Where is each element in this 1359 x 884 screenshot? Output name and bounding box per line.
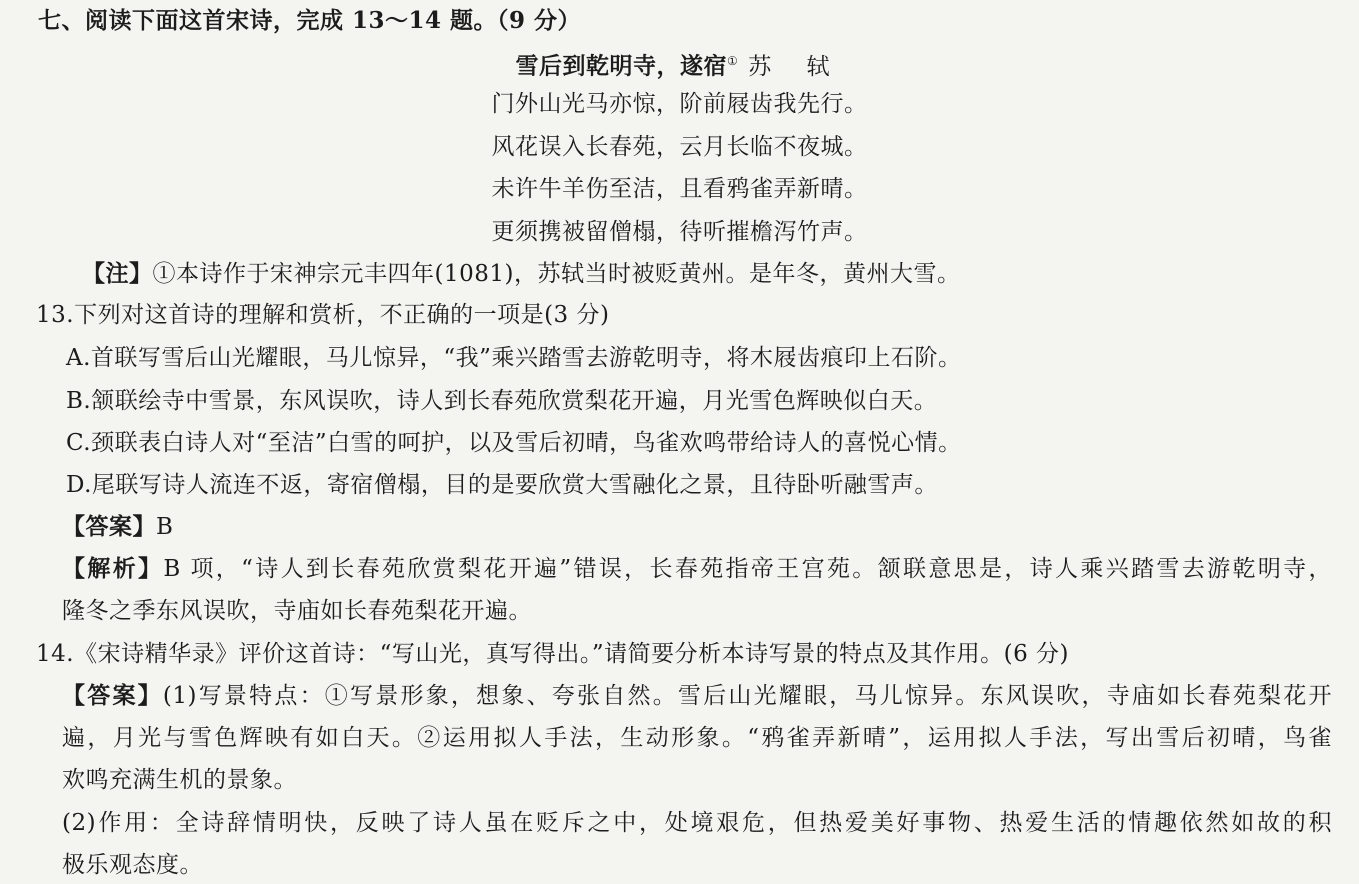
q14-answer-label: 【答案】 [62,682,163,709]
q13-answer [62,512,173,542]
footnote-mark: ① [726,54,739,68]
q14-answer [62,681,1332,711]
q13-option-c: C.颈联表白诗人对“至洁”白雪的呵护，以及雪后初晴，鸟雀欢鸣带给诗人的喜悦心情。 [66,430,962,456]
q13-answer-value: B [156,514,174,540]
note-text: ①本诗作于宋神宗元丰四年(1081)，苏轼当时被贬黄州。是年冬，黄州大雪。 [152,261,961,287]
section-title: 七、阅读下面这首宋诗，完成 13～14 题。（9 分） [38,7,582,34]
q13-option-b: B.颔联绘寺中雪景，东风误吹，诗人到长春苑欣赏梨花开遍，月光雪色辉映似白天。 [66,388,938,414]
poem-title: 雪后到乾明寺，遂宿 [515,52,727,80]
q14-answer-line: 遍，月光与雪色辉映有如白天。②运用拟人手法，生动形象。“鸦雀弄新晴”，运用拟人手法，写出雪后初晴，鸟雀 [62,725,1332,751]
q13-analysis [62,554,1332,584]
note-label: 【注】 [82,260,153,287]
q13-analysis-line: B 项，“诗人到长春苑欣赏梨花开遍”错误，长春苑指帝王宫苑。颔联意思是，诗人乘兴踏雪去游乾明寺， [163,556,1333,582]
q13-stem: 13.下列对这首诗的理解和赏析，不正确的一项是(3 分) [36,302,610,328]
poem-line: 风花误入长春苑，云月长临不夜城。 [491,134,868,160]
q14-stem: 14.《宋诗精华录》评价这首诗：“写山光，真写得出。”请简要分析本诗写景的特点及其作用。(6 分) [36,641,1069,667]
poem-note [82,259,960,289]
poem-title-line [0,46,1359,82]
q13-analysis-line: 隆冬之季东风误吹，寺庙如长春苑梨花开遍。 [62,598,532,624]
q13-option-d: D.尾联写诗人流连不返，寄宿僧榻，目的是要欣赏大雪融化之景，且待卧听融雪声。 [66,472,938,498]
poem-author: 苏 轼 [748,53,844,80]
poem-line: 未许牛羊伤至洁，且看鸦雀弄新晴。 [491,176,868,202]
q14-answer-line: 欢鸣充满生机的景象。 [62,767,297,793]
q13-option-a: A.首联写雪后山光耀眼，马儿惊异，“我”乘兴踏雪去游乾明寺，将木屐齿痕印上石阶。 [66,345,962,371]
q13-analysis-label: 【解析】 [62,555,164,582]
q13-answer-label: 【答案】 [62,513,156,540]
q14-answer-line: (1)写景特点：①写景形象，想象、夸张自然。雪后山光耀眼，马儿惊异。东风误吹，寺庙如长春苑梨花开 [162,683,1332,709]
poem-line: 更须携被留僧榻，待听摧檐泻竹声。 [491,219,868,245]
q14-answer-line: 极乐观态度。 [62,852,203,878]
q14-answer-line: (2)作用：全诗辞情明快，反映了诗人虽在贬斥之中，处境艰危，但热爱美好事物、热爱生活的情趣依然如故的积 [62,810,1332,836]
poem-line: 门外山光马亦惊，阶前屐齿我先行。 [491,91,868,117]
